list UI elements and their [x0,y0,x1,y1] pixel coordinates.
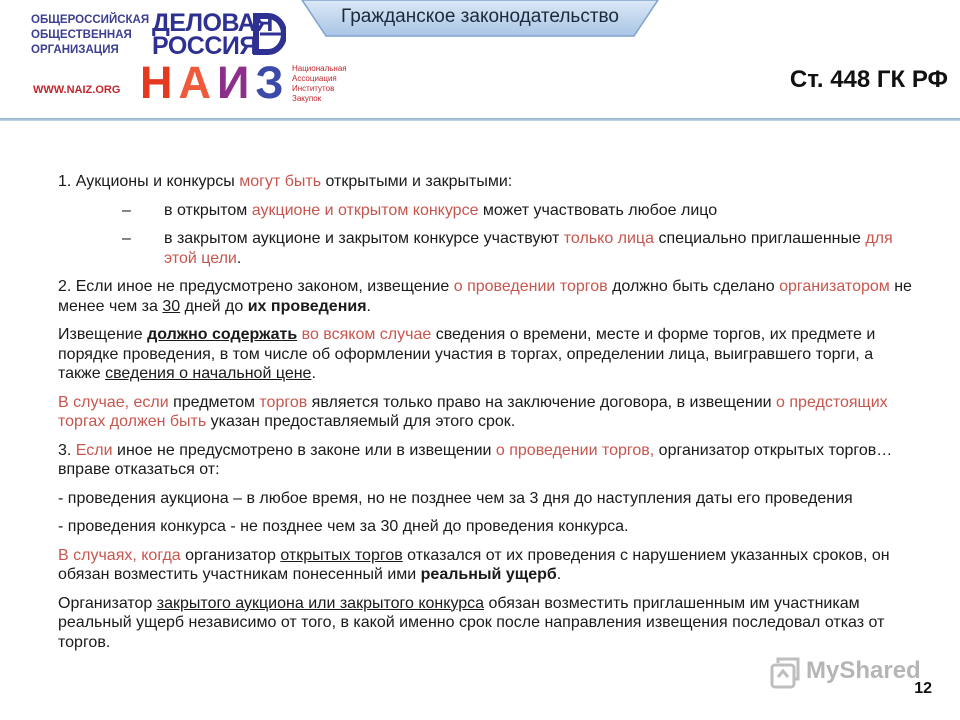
org-line-3: ОРГАНИЗАЦИЯ [31,44,119,56]
naiz-logo [140,57,290,108]
paragraph-2: 2. Если иное не предусмотрено законом, извещение о проведении торгов должно быть сделано организатором не менее чем за 30 дней до их проведения. [58,278,912,315]
watermark-logo-icon [768,657,802,691]
paragraph-1: 1. Аукционы и конкурсы могут быть открытыми и закрытыми: [58,173,513,190]
website-url: WWW.NAIZ.ORG [33,84,121,96]
list-item-open: – в открытом аукционе и открытом конкурсе может участвовать любое лицо [122,201,718,219]
naiz-subtitle [292,64,347,104]
naiz-letter-4: З [255,57,290,108]
naiz-sub-4: Закупок [292,94,322,103]
org-line-2: ОБЩЕСТВЕННАЯ [31,29,132,41]
dash-marker: – [122,201,131,219]
paragraph-3: 3. Если иное не предусмотрено в законе или в извещении о проведении торгов, организатор открытых торгов… вправе отказаться от: [58,441,893,478]
slide-header [0,0,960,122]
naiz-letter-2: А [178,57,217,108]
naiz-sub-3: Институтов [292,84,335,93]
watermark-text: MyShared [806,657,921,684]
dash-marker: – [122,230,131,247]
list-item-closed: – в закрытом аукционе и закрытом конкурсе участвуют только лица специально приглашенные для этой цели. [122,230,893,267]
org-line-1: ОБЩЕРОССИЙСКАЯ [31,14,150,26]
naiz-sub-1: Национальная [292,64,347,73]
page-number: 12 [914,680,932,697]
article-title: Ст. 448 ГК РФ [789,66,948,93]
slide-content [58,172,918,661]
header-divider [0,118,960,121]
topic-tab [300,0,660,38]
paragraph-open-damages: В случаях, когда организатор открытых торгов отказался от их проведения с нарушением указанных сроков, он обязан возместить участникам понесенный ими реальный ущерб. [58,546,890,583]
watermark [768,655,928,695]
org-logo-text [31,13,151,58]
topic-label: Гражданское законодательство [341,6,619,27]
naiz-sub-2: Ассоциация [292,74,337,83]
paragraph-auction-refusal: - проведения аукциона – в любое время, но не позднее чем за 3 дня до наступления даты его проведения [58,489,853,507]
paragraph-closed-damages: Организатор закрытого аукциона или закрытого конкурса обязан возместить приглашенным им участникам реальный ущерб независимо от того, в какой именно срок после направления извещения последовал отказ от торгов. [58,594,885,651]
dr-line-1: ДЕЛОВАЯ [152,9,273,37]
paragraph-contract-right: В случае, если предметом торгов является только право на заключение договора, в извещении о предстоящих торгах должен быть указан предоставляемый для этого срок. [58,393,888,430]
dr-line-2: РОССИЯ [152,32,257,60]
naiz-letter-3: И [217,57,256,108]
delovaya-rossiya-emblem-icon [250,12,286,56]
paragraph-notice-contents: Извещение должно содержать во всяком случае сведения о времени, месте и форме торгов, их предмете и порядке проведения, в том числе об оформлении участия в торгах, определении лица, выигравшего торги, а также сведения о начальной цене. [58,326,876,382]
naiz-letter-1: Н [140,57,179,108]
paragraph-contest-refusal: - проведения конкурса - не позднее чем за 30 дней до проведения конкурса. [58,518,629,535]
